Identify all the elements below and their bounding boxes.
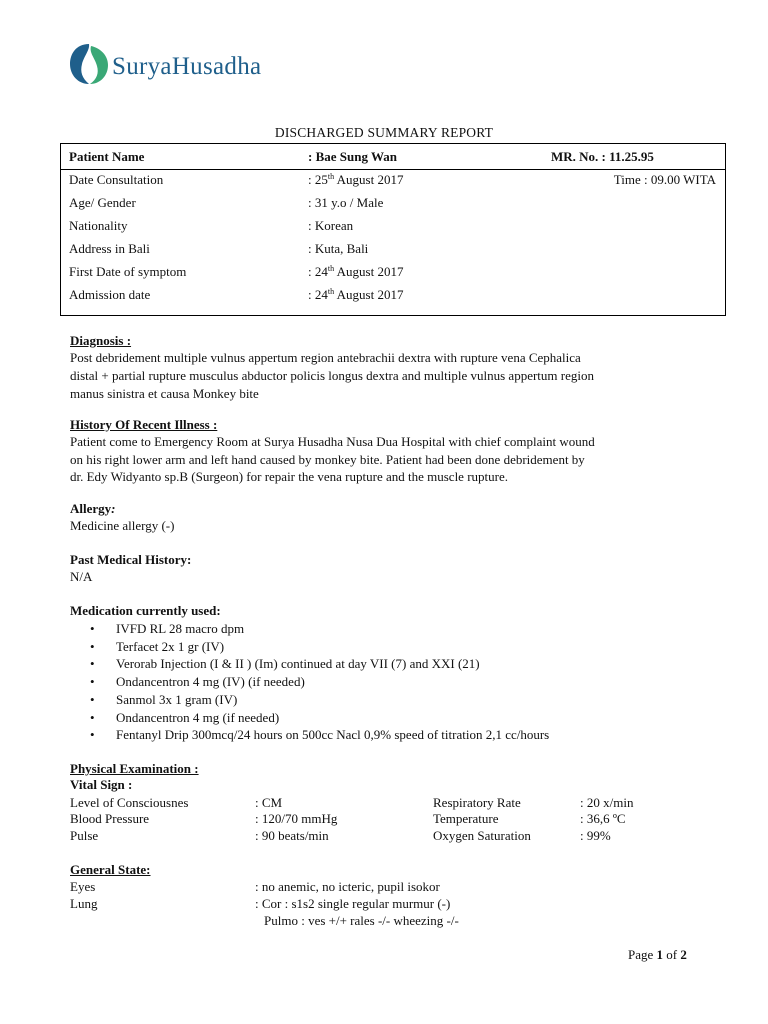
vital-sign-heading: Vital Sign : <box>70 777 133 792</box>
age-label: Age/ Gender <box>69 195 136 210</box>
nationality-value: : Korean <box>308 218 354 233</box>
consult-time: Time : 09.00 WITA <box>613 172 716 187</box>
general-state-heading: General State: <box>70 862 151 877</box>
past-history-heading: Past Medical History: <box>70 552 192 567</box>
patient-info-box <box>60 143 726 316</box>
pulse-label: Pulse <box>70 828 99 843</box>
temperature-value: : 36,6 ºC <box>580 811 626 826</box>
header-divider <box>61 169 725 170</box>
diagnosis-line: Post debridement multiple vulnus appertum region antebrachii dextra with rupture vena Cephalica <box>70 350 581 365</box>
page-number: Page 1 of 2 <box>628 947 687 962</box>
symptom-value: : 24th August 2017 <box>308 264 404 279</box>
medication-heading: Medication currently used: <box>70 603 221 618</box>
consult-value: : 25th August 2017 <box>308 172 404 187</box>
address-value: : Kuta, Bali <box>308 241 369 256</box>
lung-label: Lung <box>70 896 98 911</box>
medication-item: IVFD RL 28 macro dpm <box>116 621 245 636</box>
medication-item: Fentanyl Drip 300mcq/24 hours on 500cc Nacl 0,9% speed of titration 2,1 cc/hours <box>116 727 550 742</box>
respiratory-value: : 20 x/min <box>580 795 634 810</box>
allergy-text: Medicine allergy (-) <box>70 518 175 533</box>
bullet-icon: • <box>90 674 95 689</box>
past-history-text: N/A <box>70 569 93 584</box>
eyes-value: : no anemic, no icteric, pupil isokor <box>255 879 440 894</box>
medication-item: Ondancentron 4 mg (if needed) <box>116 710 280 725</box>
blood-pressure-label: Blood Pressure <box>70 811 150 826</box>
lung-value: : Cor : s1s2 single regular murmur (-) <box>255 896 451 911</box>
temperature-label: Temperature <box>433 811 499 826</box>
report-title: DISCHARGED SUMMARY REPORT <box>274 125 494 140</box>
bullet-icon: • <box>90 656 95 671</box>
eyes-label: Eyes <box>70 879 96 894</box>
history-line: dr. Edy Widyanto sp.B (Surgeon) for repair the vena rupture and the muscle rupture. <box>70 469 508 484</box>
patient-name-value: : Bae Sung Wan <box>308 149 397 164</box>
medication-item: Verorab Injection (I & II ) (Im) continued at day VII (7) and XXI (21) <box>116 656 480 671</box>
allergy-heading: Allergy: <box>70 501 116 516</box>
blood-pressure-value: : 120/70 mmHg <box>255 811 338 826</box>
consult-label: Date Consultation <box>69 172 164 187</box>
consciousness-value: : CM <box>255 795 283 810</box>
bullet-icon: • <box>90 710 95 725</box>
medication-item: Ondancentron 4 mg (IV) (if needed) <box>116 674 305 689</box>
history-line: on his right lower arm and left hand caused by monkey bite. Patient had been done debridement by <box>70 452 585 467</box>
diagnosis-heading: Diagnosis : <box>70 333 132 348</box>
diagnosis-line: manus sinistra et causa Monkey bite <box>70 386 259 401</box>
admission-value: : 24th August 2017 <box>308 287 404 302</box>
history-heading: History Of Recent Illness : <box>70 417 218 432</box>
bullet-icon: • <box>90 727 95 742</box>
medication-item: Sanmol 3x 1 gram (IV) <box>116 692 238 707</box>
mr-number: MR. No. : 11.25.95 <box>551 149 654 164</box>
admission-label: Admission date <box>69 287 151 302</box>
bullet-icon: • <box>90 639 95 654</box>
bullet-icon: • <box>90 621 95 636</box>
respiratory-label: Respiratory Rate <box>433 795 521 810</box>
symptom-label: First Date of symptom <box>69 264 187 279</box>
pulse-value: : 90 beats/min <box>255 828 329 843</box>
consciousness-label: Level of Consciousnes <box>70 795 189 810</box>
oxygen-value: : 99% <box>580 828 611 843</box>
physical-exam-heading: Physical Examination : <box>70 761 199 776</box>
brand-name: SuryaHusadha <box>112 53 262 80</box>
medication-item: Terfacet 2x 1 gr (IV) <box>116 639 225 654</box>
lung-value: Pulmo : ves +/+ rales -/- wheezing -/- <box>264 913 459 928</box>
age-value: : 31 y.o / Male <box>308 195 384 210</box>
surya-husadha-logo-icon <box>68 42 110 86</box>
address-label: Address in Bali <box>69 241 150 256</box>
bullet-icon: • <box>90 692 95 707</box>
patient-name-label: Patient Name <box>69 149 145 164</box>
oxygen-label: Oxygen Saturation <box>433 828 531 843</box>
diagnosis-line: distal + partial rupture musculus abductor policis longus dextra and multiple vulnus appertum region <box>70 368 594 383</box>
nationality-label: Nationality <box>69 218 128 233</box>
history-line: Patient come to Emergency Room at Surya Husadha Nusa Dua Hospital with chief complaint wound <box>70 434 595 449</box>
